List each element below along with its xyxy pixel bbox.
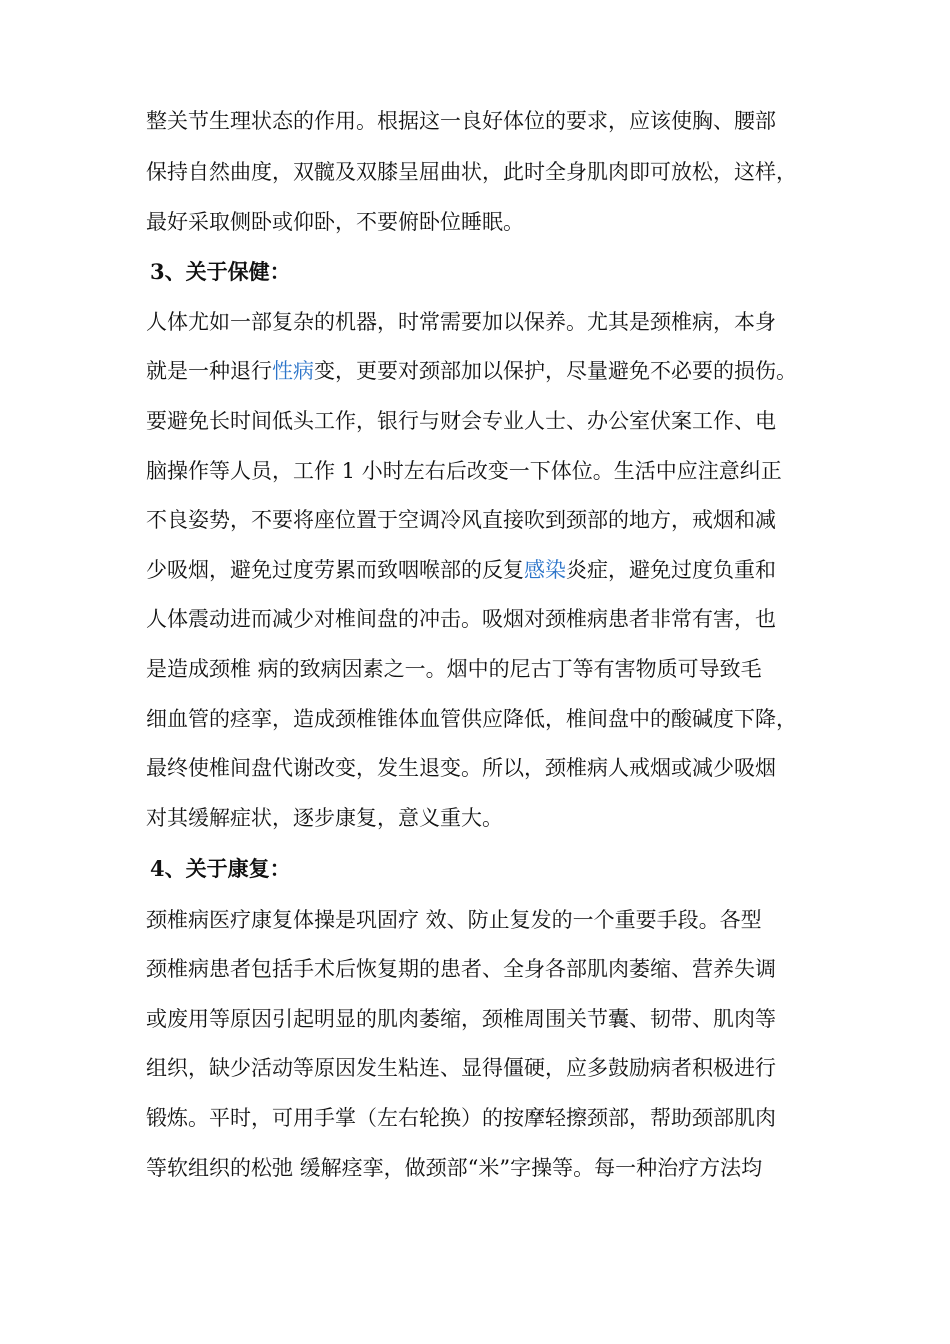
health-care-line-8: 是造成颈椎 病的致病因素之一。烟中的尼古丁等有害物质可导致毛 bbox=[146, 657, 762, 681]
health-care-line-2 bbox=[146, 357, 826, 385]
health-care-line-1: 人体尤如一部复杂的机器，时常需要加以保养。尤其是颈椎病，本身 bbox=[146, 310, 776, 334]
intro-line-1: 整关节生理状态的作用。根据这一良好体位的要求，应该使胸、腰部 bbox=[146, 109, 776, 133]
health-care-line-3: 要避免长时间低头工作，银行与财会专业人士、办公室伏案工作、电 bbox=[146, 409, 776, 433]
intro-line-3: 最好采取侧卧或仰卧，不要俯卧位睡眠。 bbox=[146, 210, 524, 234]
rehab-line-3: 或废用等原因引起明显的肌肉萎缩，颈椎周围关节囊、韧带、肌肉等 bbox=[146, 1007, 776, 1031]
section-heading-rehab: 4、关于康复： bbox=[150, 856, 291, 881]
health-care-line-2-text-a: 就是一种退行 bbox=[146, 359, 272, 383]
health-care-line-10: 最终使椎间盘代谢改变，发生退变。所以，颈椎病人戒烟或减少吸烟 bbox=[146, 756, 776, 780]
section-heading-health-care: 3、关于保健： bbox=[150, 259, 291, 284]
health-care-line-11: 对其缓解症状，逐步康复，意义重大。 bbox=[146, 806, 503, 830]
rehab-line-2: 颈椎病患者包括手术后恢复期的患者、全身各部肌肉萎缩、营养失调 bbox=[146, 957, 776, 981]
health-care-line-5: 不良姿势，不要将座位置于空调冷风直接吹到颈部的地方，戒烟和减 bbox=[146, 508, 776, 532]
health-care-line-6 bbox=[146, 556, 826, 584]
link-degenerative-disease[interactable]: 性病 bbox=[272, 359, 314, 383]
rehab-line-4: 组织，缺少活动等原因发生粘连、显得僵硬，应多鼓励病者积极进行 bbox=[146, 1056, 776, 1080]
rehab-line-5: 锻炼。平时，可用手掌（左右轮换）的按摩轻擦颈部，帮助颈部肌肉 bbox=[146, 1106, 776, 1130]
health-care-line-7: 人体震动进而减少对椎间盘的冲击。吸烟对颈椎病患者非常有害，也 bbox=[146, 607, 776, 631]
health-care-line-2-text-b: 变，更要对颈部加以保护，尽量避免不必要的损伤。 bbox=[314, 359, 797, 383]
rehab-line-1: 颈椎病医疗康复体操是巩固疗 效、防止复发的一个重要手段。各型 bbox=[146, 908, 762, 932]
link-infection[interactable]: 感染 bbox=[524, 558, 566, 582]
health-care-line-9: 细血管的痉挛，造成颈椎锥体血管供应降低，椎间盘中的酸碱度下降， bbox=[146, 707, 797, 731]
health-care-line-6-text-b: 炎症，避免过度负重和 bbox=[566, 558, 776, 582]
rehab-line-6: 等软组织的松弛 缓解痉挛，做颈部“米”字操等。每一种治疗方法均 bbox=[146, 1156, 763, 1180]
health-care-line-6-text-a: 少吸烟，避免过度劳累而致咽喉部的反复 bbox=[146, 558, 524, 582]
intro-line-2: 保持自然曲度，双髋及双膝呈屈曲状，此时全身肌肉即可放松，这样， bbox=[146, 160, 797, 184]
health-care-line-4: 脑操作等人员，工作 1 小时左右后改变一下体位。生活中应注意纠正 bbox=[146, 459, 782, 483]
